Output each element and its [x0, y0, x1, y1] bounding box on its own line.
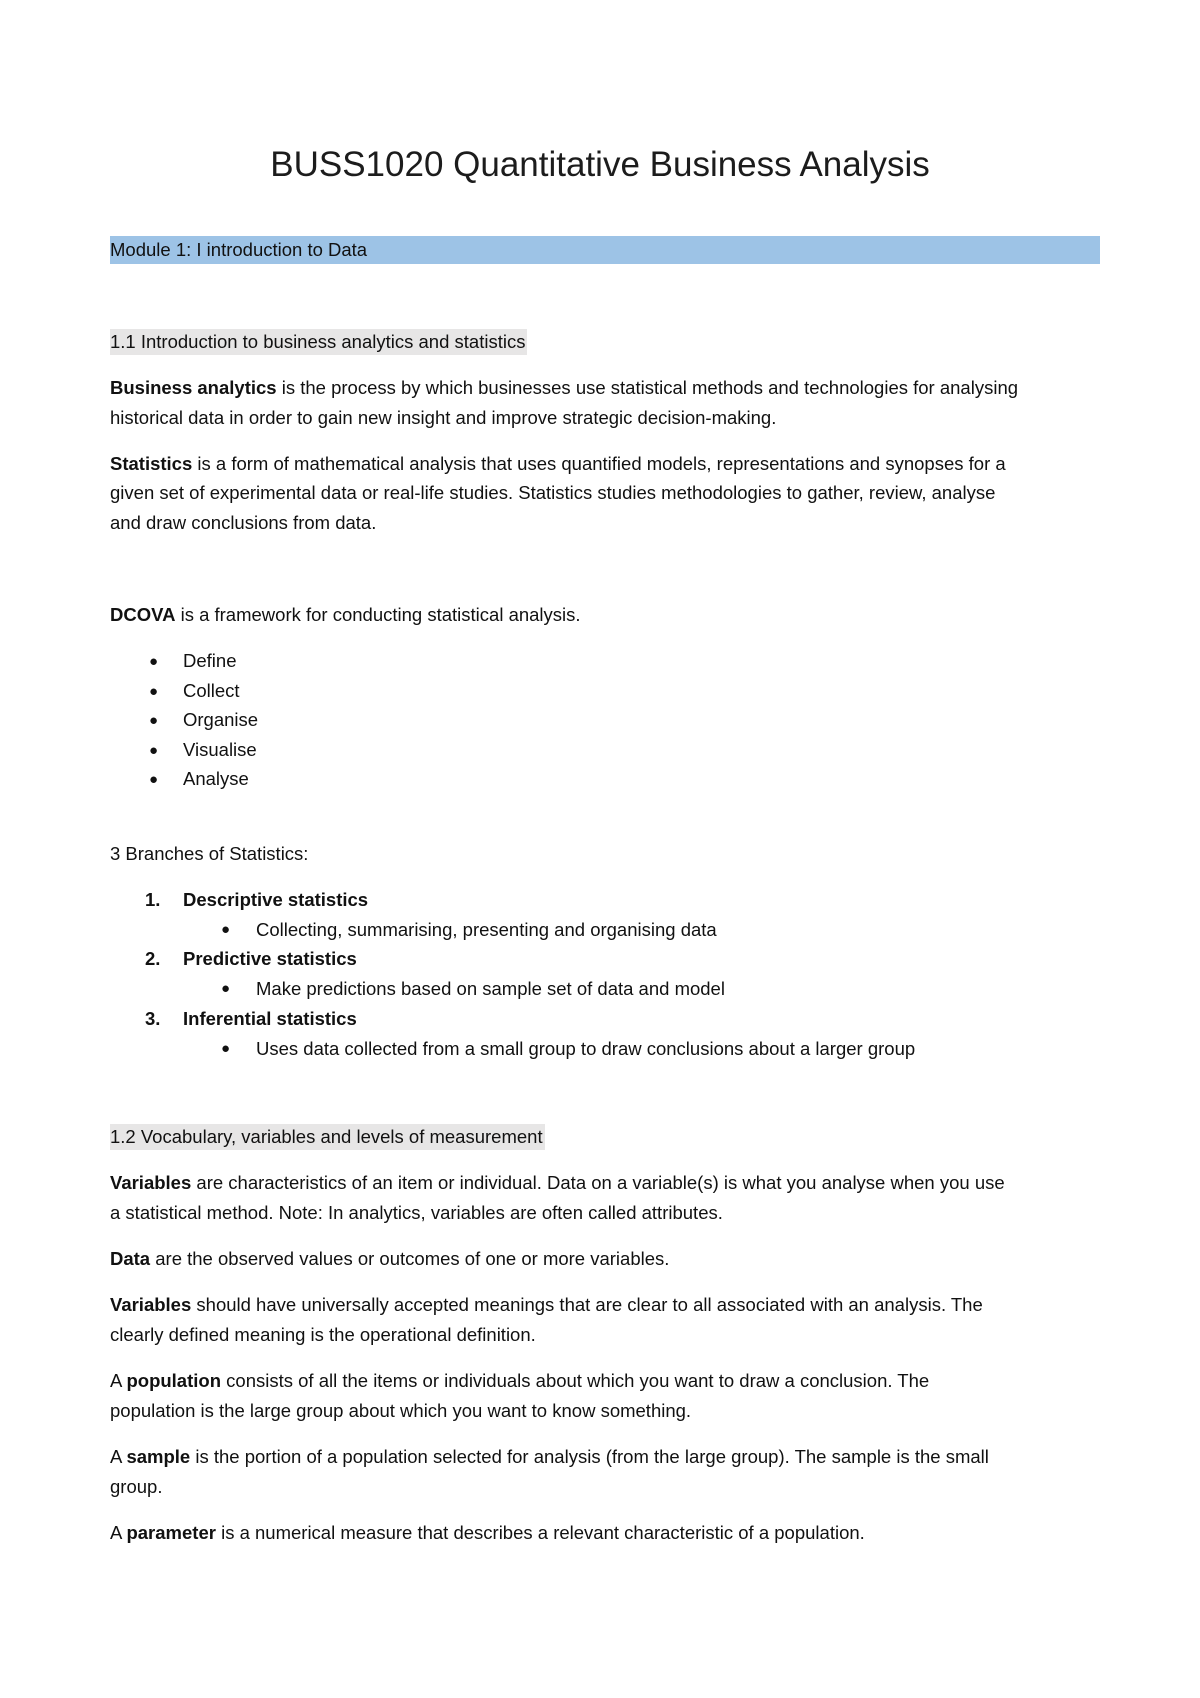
- term-data: Data: [110, 1248, 151, 1269]
- branch-number: 1.: [145, 889, 161, 910]
- bullet-icon: ●: [221, 980, 231, 997]
- section-heading-1-2: 1.2 Vocabulary, variables and levels of measurement: [110, 1126, 545, 1148]
- variables-meaning-line-1: Variables should have universally accepted meanings that are clear to all associated with an analysis. The: [110, 1294, 983, 1315]
- branch-detail: Collecting, summarising, presenting and organising data: [256, 918, 717, 940]
- dcova-item: Define: [183, 650, 237, 671]
- statistics-line-2: given set of experimental data or real-life studies. Statistics studies methodologies to gather, review, analyse: [110, 482, 996, 503]
- dcova-item: Collect: [183, 679, 240, 701]
- dcova-item: Analyse: [183, 768, 249, 789]
- bullet-icon: ●: [149, 682, 159, 700]
- variables-meaning-line-2: clearly defined meaning is the operational definition.: [110, 1324, 536, 1345]
- variables-line-1: Variables are characteristics of an item or individual. Data on a variable(s) is what you analyse when you use: [110, 1172, 1005, 1193]
- module-heading: Module 1: I introduction to Data: [110, 239, 368, 260]
- business-analytics-line-1: Business analytics is the process by which businesses use statistical methods and technologies for analysing: [110, 377, 1019, 398]
- population-line-1: A population consists of all the items or individuals about which you want to draw a conclusion. The: [110, 1370, 930, 1391]
- section-heading-1-1: 1.1 Introduction to business analytics and statistics: [110, 331, 527, 353]
- term-sample: sample: [126, 1446, 191, 1467]
- term-variables: Variables: [110, 1172, 192, 1193]
- branches-heading: 3 Branches of Statistics:: [110, 843, 309, 864]
- branch-detail: Make predictions based on sample set of data and model: [256, 977, 725, 999]
- variables-line-2: a statistical method. Note: In analytics, variables are often called attributes.: [110, 1202, 723, 1223]
- dcova-item: Visualise: [183, 738, 257, 760]
- term-business-analytics: Business analytics: [110, 377, 277, 398]
- dcova-item: Organise: [183, 709, 259, 730]
- bullet-icon: ●: [149, 741, 159, 759]
- document-title: BUSS1020 Quantitative Business Analysis: [270, 145, 930, 184]
- branch-number: 3.: [145, 1008, 161, 1029]
- bullet-icon: ●: [149, 712, 159, 729]
- bullet-icon: ●: [221, 921, 231, 938]
- parameter-line-1: A parameter is a numerical measure that describes a relevant characteristic of a population.: [110, 1522, 865, 1543]
- term-statistics: Statistics: [110, 453, 193, 474]
- bullet-icon: ●: [221, 1040, 231, 1057]
- term-variables-2: Variables: [110, 1294, 192, 1315]
- branch-detail: Uses data collected from a small group to draw conclusions about a larger group: [256, 1037, 916, 1059]
- branch-name: Descriptive statistics: [183, 889, 369, 910]
- statistics-line-3: and draw conclusions from data.: [110, 512, 377, 533]
- module-heading-bar: [110, 236, 1100, 264]
- term-population: population: [126, 1370, 222, 1391]
- term-dcova: DCOVA: [110, 604, 176, 625]
- bullet-icon: ●: [149, 771, 159, 788]
- population-line-2: population is the large group about which you want to know something.: [110, 1400, 692, 1421]
- sample-line-2: group.: [110, 1476, 163, 1497]
- term-parameter: parameter: [126, 1522, 216, 1543]
- branch-number: 2.: [145, 948, 161, 969]
- business-analytics-line-2: historical data in order to gain new insight and improve strategic decision-making.: [110, 407, 777, 428]
- branch-name: Inferential statistics: [183, 1008, 357, 1029]
- branch-name: Predictive statistics: [183, 948, 357, 969]
- data-line-1: Data are the observed values or outcomes of one or more variables.: [110, 1248, 670, 1269]
- dcova-line: DCOVA is a framework for conducting statistical analysis.: [110, 604, 581, 625]
- bullet-icon: ●: [149, 653, 159, 670]
- sample-line-1: A sample is the portion of a population selected for analysis (from the large group). The sample is the small: [110, 1446, 989, 1467]
- statistics-line-1: Statistics is a form of mathematical analysis that uses quantified models, representations and synopses for a: [110, 453, 1006, 474]
